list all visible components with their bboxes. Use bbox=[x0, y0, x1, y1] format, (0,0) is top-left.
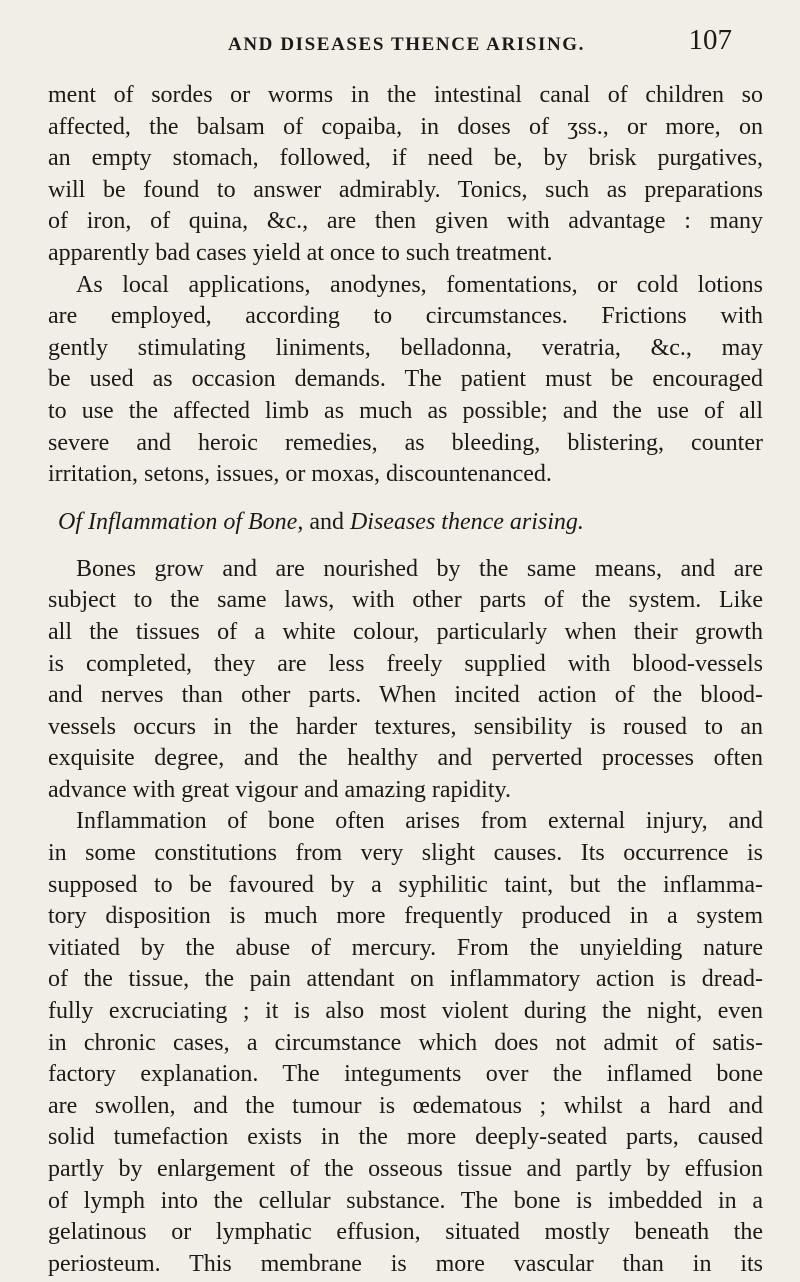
text-line: affected, the balsam of copaiba, in doses of ʒss., or more, on bbox=[48, 113, 763, 140]
text-line: are swollen, and the tumour is œdematous ; whilst a hard and bbox=[48, 1092, 763, 1119]
text-line: solid tumefaction exists in the more deeply-seated parts, caused bbox=[48, 1124, 763, 1151]
text-line: factory explanation. The integuments over the inflamed bone bbox=[48, 1061, 763, 1088]
text-line: gently stimulating liniments, belladonna, veratria, &c., may bbox=[48, 334, 763, 361]
text-line: to use the affected limb as much as possible; and the use of all bbox=[48, 397, 763, 424]
text-line: is completed, they are less freely supplied with blood-vessels bbox=[48, 650, 763, 677]
text-line: in chronic cases, a circumstance which does not admit of satis- bbox=[48, 1029, 763, 1056]
text-line: severe and heroic remedies, as bleeding, blistering, counter bbox=[48, 429, 763, 456]
text-line: subject to the same laws, with other parts of the system. Like bbox=[48, 587, 763, 614]
text-line: be used as occasion demands. The patient must be encouraged bbox=[48, 366, 763, 393]
text-line: of lymph into the cellular substance. The bone is imbedded in a bbox=[48, 1187, 763, 1214]
text-line: irritation, setons, issues, or moxas, discountenanced. bbox=[48, 461, 552, 488]
text-line: vessels occurs in the harder textures, sensibility is roused to an bbox=[48, 713, 763, 740]
text-line: supposed to be favoured by a syphilitic taint, but the inflamma- bbox=[48, 871, 763, 898]
text-line: apparently bad cases yield at once to such treatment. bbox=[48, 239, 553, 266]
running-title: AND DISEASES THENCE ARISING. bbox=[228, 34, 585, 55]
section-heading-part: Diseases thence arising. bbox=[349, 508, 584, 535]
text-line: ment of sordes or worms in the intestinal canal of children so bbox=[48, 82, 763, 108]
section-heading-part: Of Inflammation of Bone bbox=[58, 508, 298, 535]
text-line: exquisite degree, and the healthy and perverted processes often bbox=[48, 745, 763, 772]
paragraph-2 bbox=[48, 270, 763, 491]
body-text bbox=[48, 80, 763, 1280]
text-line: advance with great vigour and amazing rapidity. bbox=[48, 776, 511, 803]
section-heading bbox=[48, 505, 763, 539]
text-line: an empty stomach, followed, if need be, by brisk purgatives, bbox=[48, 145, 763, 172]
text-line: fully excruciating ; it is also most violent during the night, even bbox=[48, 998, 763, 1025]
text-line: are employed, according to circumstances. Frictions with bbox=[48, 303, 763, 330]
text-line: vitiated by the abuse of mercury. From the unyielding nature bbox=[48, 934, 763, 961]
running-head bbox=[60, 20, 750, 60]
text-line: will be found to answer admirably. Tonics, such as preparations bbox=[48, 176, 763, 203]
paragraph-1 bbox=[48, 80, 763, 270]
text-line: periosteum. This membrane is more vascular than in its bbox=[48, 1250, 763, 1277]
text-line: in some constitutions from very slight causes. Its occurrence is bbox=[48, 840, 763, 867]
text-line: and nerves than other parts. When incited action of the blood- bbox=[48, 682, 763, 709]
section-heading-part: , and bbox=[297, 508, 350, 535]
text-line: gelatinous or lymphatic effusion, situated mostly beneath the bbox=[48, 1219, 763, 1246]
paragraph-4 bbox=[48, 806, 763, 1280]
text-line: of iron, of quina, &c., are then given with advantage : many bbox=[48, 208, 763, 235]
text-line: Inflammation of bone often arises from external injury, and bbox=[76, 808, 763, 835]
text-line: Bones grow and are nourished by the same means, and are bbox=[76, 555, 763, 582]
text-line: partly by enlargement of the osseous tissue and partly by effusion bbox=[48, 1156, 763, 1182]
text-line: tory disposition is much more frequently produced in a system bbox=[48, 903, 763, 930]
text-line: of the tissue, the pain attendant on inflammatory action is dread- bbox=[48, 966, 763, 993]
paragraph-3 bbox=[48, 554, 763, 807]
page-number: 107 bbox=[688, 24, 732, 56]
text-line: all the tissues of a white colour, particularly when their growth bbox=[48, 618, 763, 645]
text-line: As local applications, anodynes, fomentations, or cold lotions bbox=[76, 271, 763, 298]
